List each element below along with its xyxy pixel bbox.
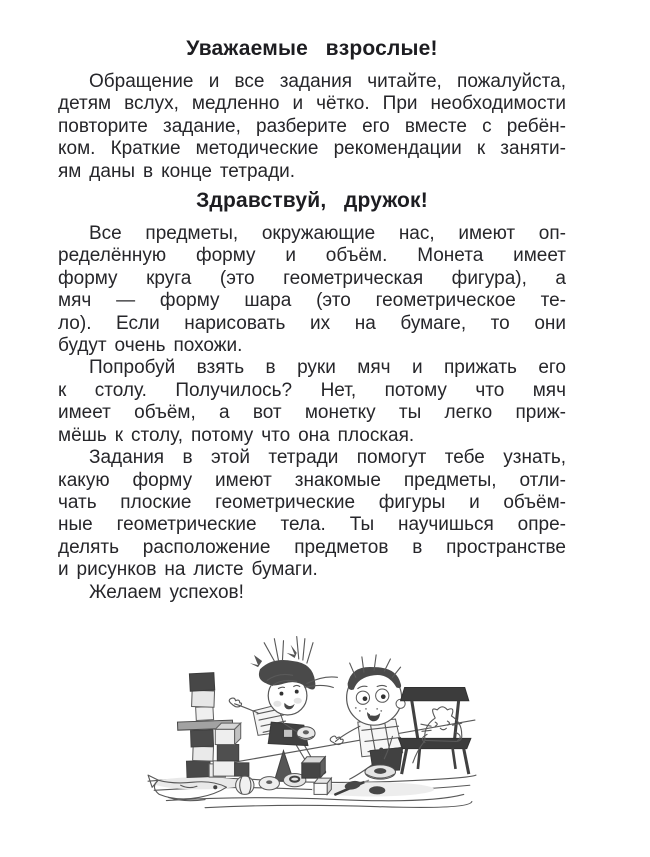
paragraph-line: мяч — форму шара (это геометрическое те- (58, 290, 566, 312)
toy-disc-1 (259, 777, 279, 790)
striped-ball (236, 776, 254, 794)
illustration (144, 608, 480, 822)
paragraph-line: и рисунков на листе бумаги. (58, 559, 318, 581)
paragraph-line: детям вслух, медленно и чётко. При необходимости (58, 93, 566, 115)
paragraph-line: делять расположение предметов в пространстве (58, 536, 566, 558)
paragraph-line: повторите задание, разберите его вместе с ребён- (58, 115, 566, 137)
paragraph-line: ям даны в конце тетради. (58, 160, 296, 182)
hair-bow-right (287, 645, 297, 658)
paragraph-line: ные геометрические тела. Ты научишься опре- (58, 514, 566, 536)
paragraph-line: Все предметы, окружающие нас, имеют оп- (89, 223, 566, 245)
cube-stack (213, 723, 249, 776)
chair (399, 687, 471, 774)
paragraph-line: будут очень похожи. (58, 335, 243, 357)
heading-child: Здравствуй, дружок! (196, 189, 428, 213)
paragraph-line: ком. Краткие методические рекомендации к заняти- (58, 138, 566, 160)
paragraph-line: ределённую форму и объём. Монета имеет (58, 245, 566, 267)
paragraph-line: мёшь к столу, потому что она плоская. (58, 424, 415, 446)
paragraph-line: Задания в этой тетради помогут тебе узнать, (89, 447, 566, 469)
paragraph-line: ло). Если нарисовать их на бумаге, то они (58, 312, 566, 334)
paragraph-line: форму круга (это геометрическая фигура), а (58, 267, 566, 289)
paragraph-line: Обращение и все задания читайте, пожалуйста, (89, 71, 566, 92)
paragraph-line: Желаем успехов! (89, 581, 244, 603)
paragraph-line: к столу. Получилось? Нет, потому что мяч (58, 379, 566, 401)
paragraph-line: имеет объём, а вот монетку ты легко приж- (58, 402, 566, 424)
hair-bow-left (250, 655, 262, 667)
paragraph-line: какую форму имеют знакомые предметы, отли- (58, 469, 566, 491)
section-adults-text (58, 71, 566, 183)
white-cube (314, 778, 331, 794)
paragraph-line: Попробуй взять в руки мяч и прижать его (89, 357, 566, 379)
donut-ring (297, 727, 315, 740)
heading-adults: Уважаемые взрослые! (186, 37, 438, 60)
section-child-text (58, 223, 566, 604)
dark-cube (302, 757, 325, 778)
paragraph-line: чать плоские геометрические фигуры и объём- (58, 491, 566, 513)
